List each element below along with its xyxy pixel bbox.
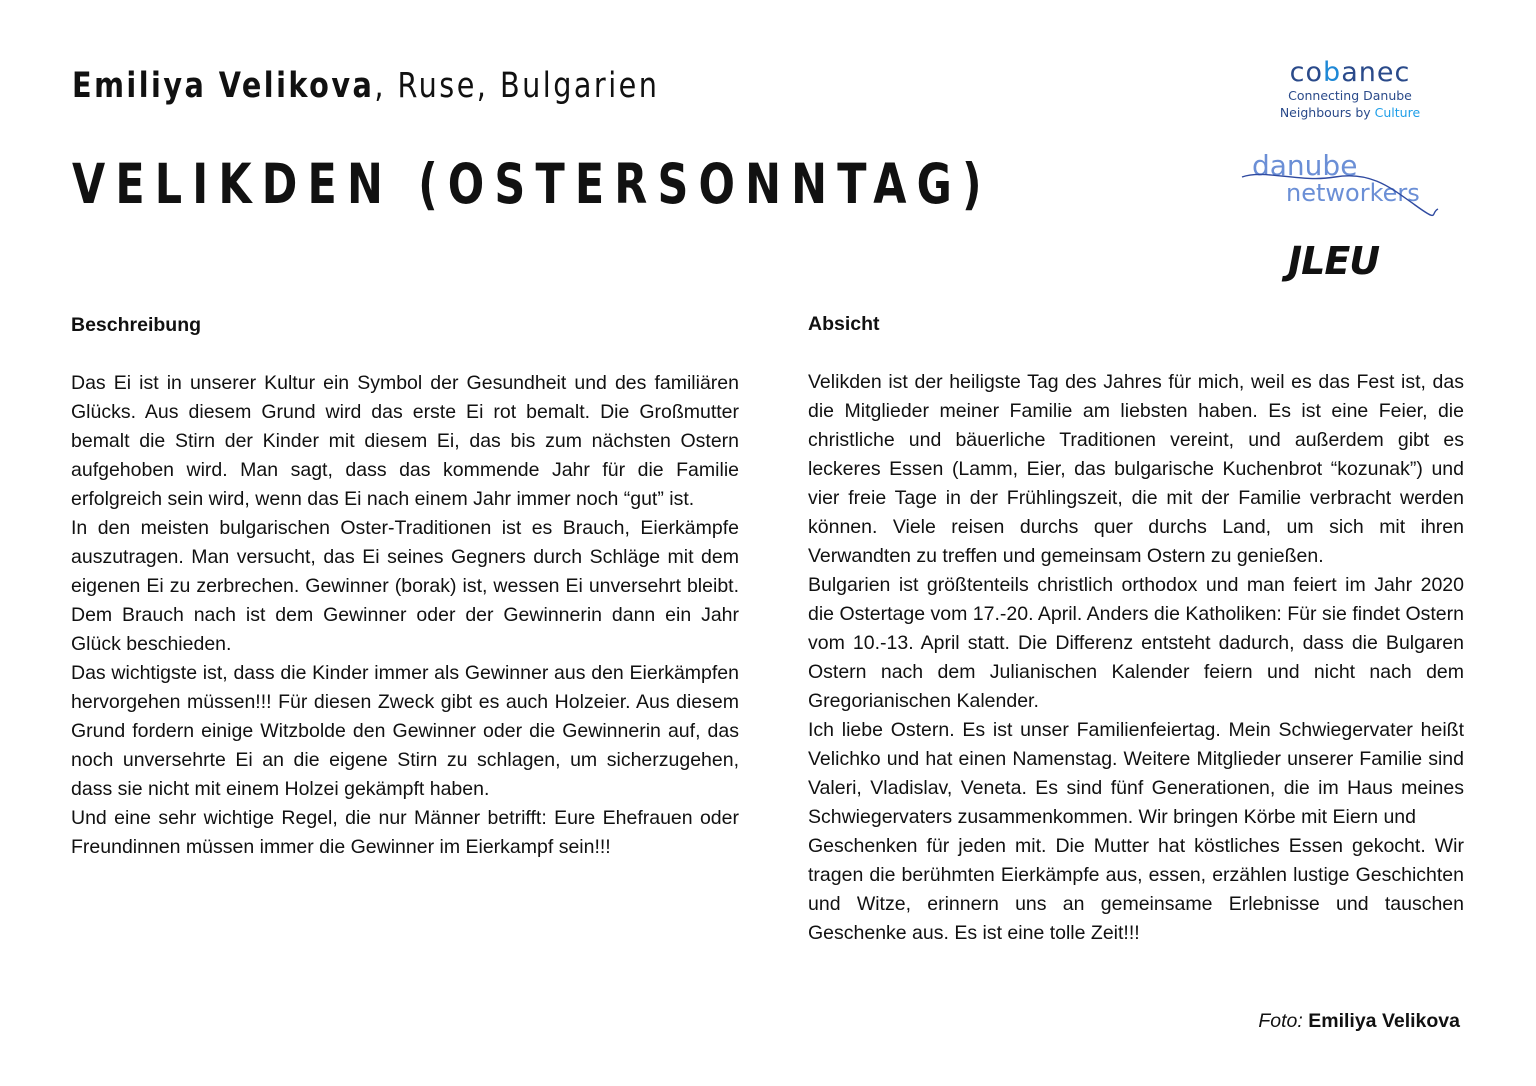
cobanec-word-end: anec (1341, 57, 1411, 88)
cobanec-wave-letter: b (1323, 57, 1342, 88)
page-title: VELIKDEN (OSTERSONNTAG) (72, 152, 992, 216)
cobanec-word-start: co (1289, 57, 1324, 88)
description-column (71, 311, 739, 862)
description-heading: Beschreibung (71, 314, 202, 336)
description-paragraph: Das Ei ist in unserer Kultur ein Symbol der Gesundheit und des familiären Glücks. Aus diesem Grund wird das erste Ei rot bemalt. Die Großmutter bemalt die Stirn der Kinder mit diesem Ei, das bis zum nächsten Ostern aufgehoben wird. Man sagt, dass das kommende Jahr für die Familie erfolgreich sein wird, wenn das Ei nach einem Jahr immer noch “gut” ist. (71, 372, 739, 510)
danube-logo-line1: danube (1252, 149, 1358, 182)
photo-credit-name: Emiliya Velikova (1308, 1010, 1460, 1032)
photo-credit-label: Foto: (1258, 1010, 1303, 1032)
intention-paragraph: Ich liebe Ostern. Es ist unser Familienfeiertag. Mein Schwiegervater heißt Velichko und hat einen Namenstag. Weitere Mitglieder unserer Familie sind Valeri, Vladislav, Veneta. Es sind fünf Generationen, die im Haus meines Schwiegervaters zusammenkommen. Wir bringen Körbe mit Eiern und (808, 719, 1464, 828)
author-line (72, 66, 659, 106)
author-name: Emiliya Velikova (72, 66, 375, 106)
intention-column (808, 310, 1464, 948)
danube-networkers-logo (1240, 147, 1440, 227)
cobanec-tagline-2a: Neighbours by (1279, 105, 1375, 120)
intention-paragraph: Bulgarien ist größtenteils christlich orthodox und man feiert im Jahr 2020 die Ostertage vom 17.-20. April. Anders die Katholiken: Für sie findet Ostern vom 10.-13. April statt. Die Differenz entsteht dadurch, dass die Bulgaren Ostern nach dem Julianischen Kalender feiern und nicht nach dem Gregorianischen Kalender. (808, 574, 1464, 712)
cobanec-tagline-2b: Culture (1374, 105, 1421, 120)
jleu-logo: JLEU (1288, 239, 1380, 283)
photo-credit (1258, 1010, 1460, 1033)
cobanec-tagline-1: Connecting Danube (1288, 88, 1412, 103)
cobanec-logo (1260, 59, 1440, 121)
intention-paragraph: Velikden ist der heiligste Tag des Jahres für mich, weil es das Fest ist, das die Mitglieder meiner Familie am liebsten haben. Es ist eine Feier, die christliche und bäuerliche Traditionen vereint, und außerdem gibt es leckeres Essen (Lamm, Eier, das bulgarische Kuchenbrot “kozunak”) und vier freie Tage in der Frühlingszeit, die mit der Familie verbracht werden können. Viele reisen durchs quer durchs Land, um sich mit ihren Verwandten zu treffen und gemeinsam Ostern zu genießen. (808, 371, 1464, 567)
description-paragraph: Und eine sehr wichtige Regel, die nur Männer betrifft: Eure Ehefrauen oder Freundinnen müssen immer die Gewinner im Eierkampf sein!!! (71, 807, 739, 858)
intention-paragraph: Geschenken für jeden mit. Die Mutter hat köstliches Essen gekocht. Wir tragen die berühmten Eierkämpfe aus, essen, erzählen lustige Geschichten und Witze, erinnern uns an gemeinsame Erlebnisse und tauschen Geschenke aus. Es ist eine tolle Zeit!!! (808, 835, 1464, 944)
description-paragraph: In den meisten bulgarischen Oster-Traditionen ist es Brauch, Eierkämpfe auszutragen. Man versucht, das Ei seines Gegners durch Schläge mit dem eigenen Ei zu zerbrechen. Gewinner (borak) ist, wessen Ei unversehrt bleibt. Dem Brauch nach ist dem Gewinner oder der Gewinnerin dann ein Jahr Glück beschieden. (71, 517, 739, 655)
author-location: , Ruse, Bulgarien (374, 66, 660, 106)
intention-heading: Absicht (808, 313, 880, 335)
danube-logo-line2: networkers (1286, 179, 1420, 207)
description-paragraph: Das wichtigste ist, dass die Kinder immer als Gewinner aus den Eierkämpfen hervorgehen müssen!!! Für diesen Zweck gibt es auch Holzeier. Aus diesem Grund fordern einige Witzbolde den Gewinner oder die Gewinnerin auf, das noch unversehrte Ei an die eigene Stirn zu schlagen, um sicherzugehen, dass sie nicht mit einem Holzei gekämpft haben. (71, 662, 739, 800)
